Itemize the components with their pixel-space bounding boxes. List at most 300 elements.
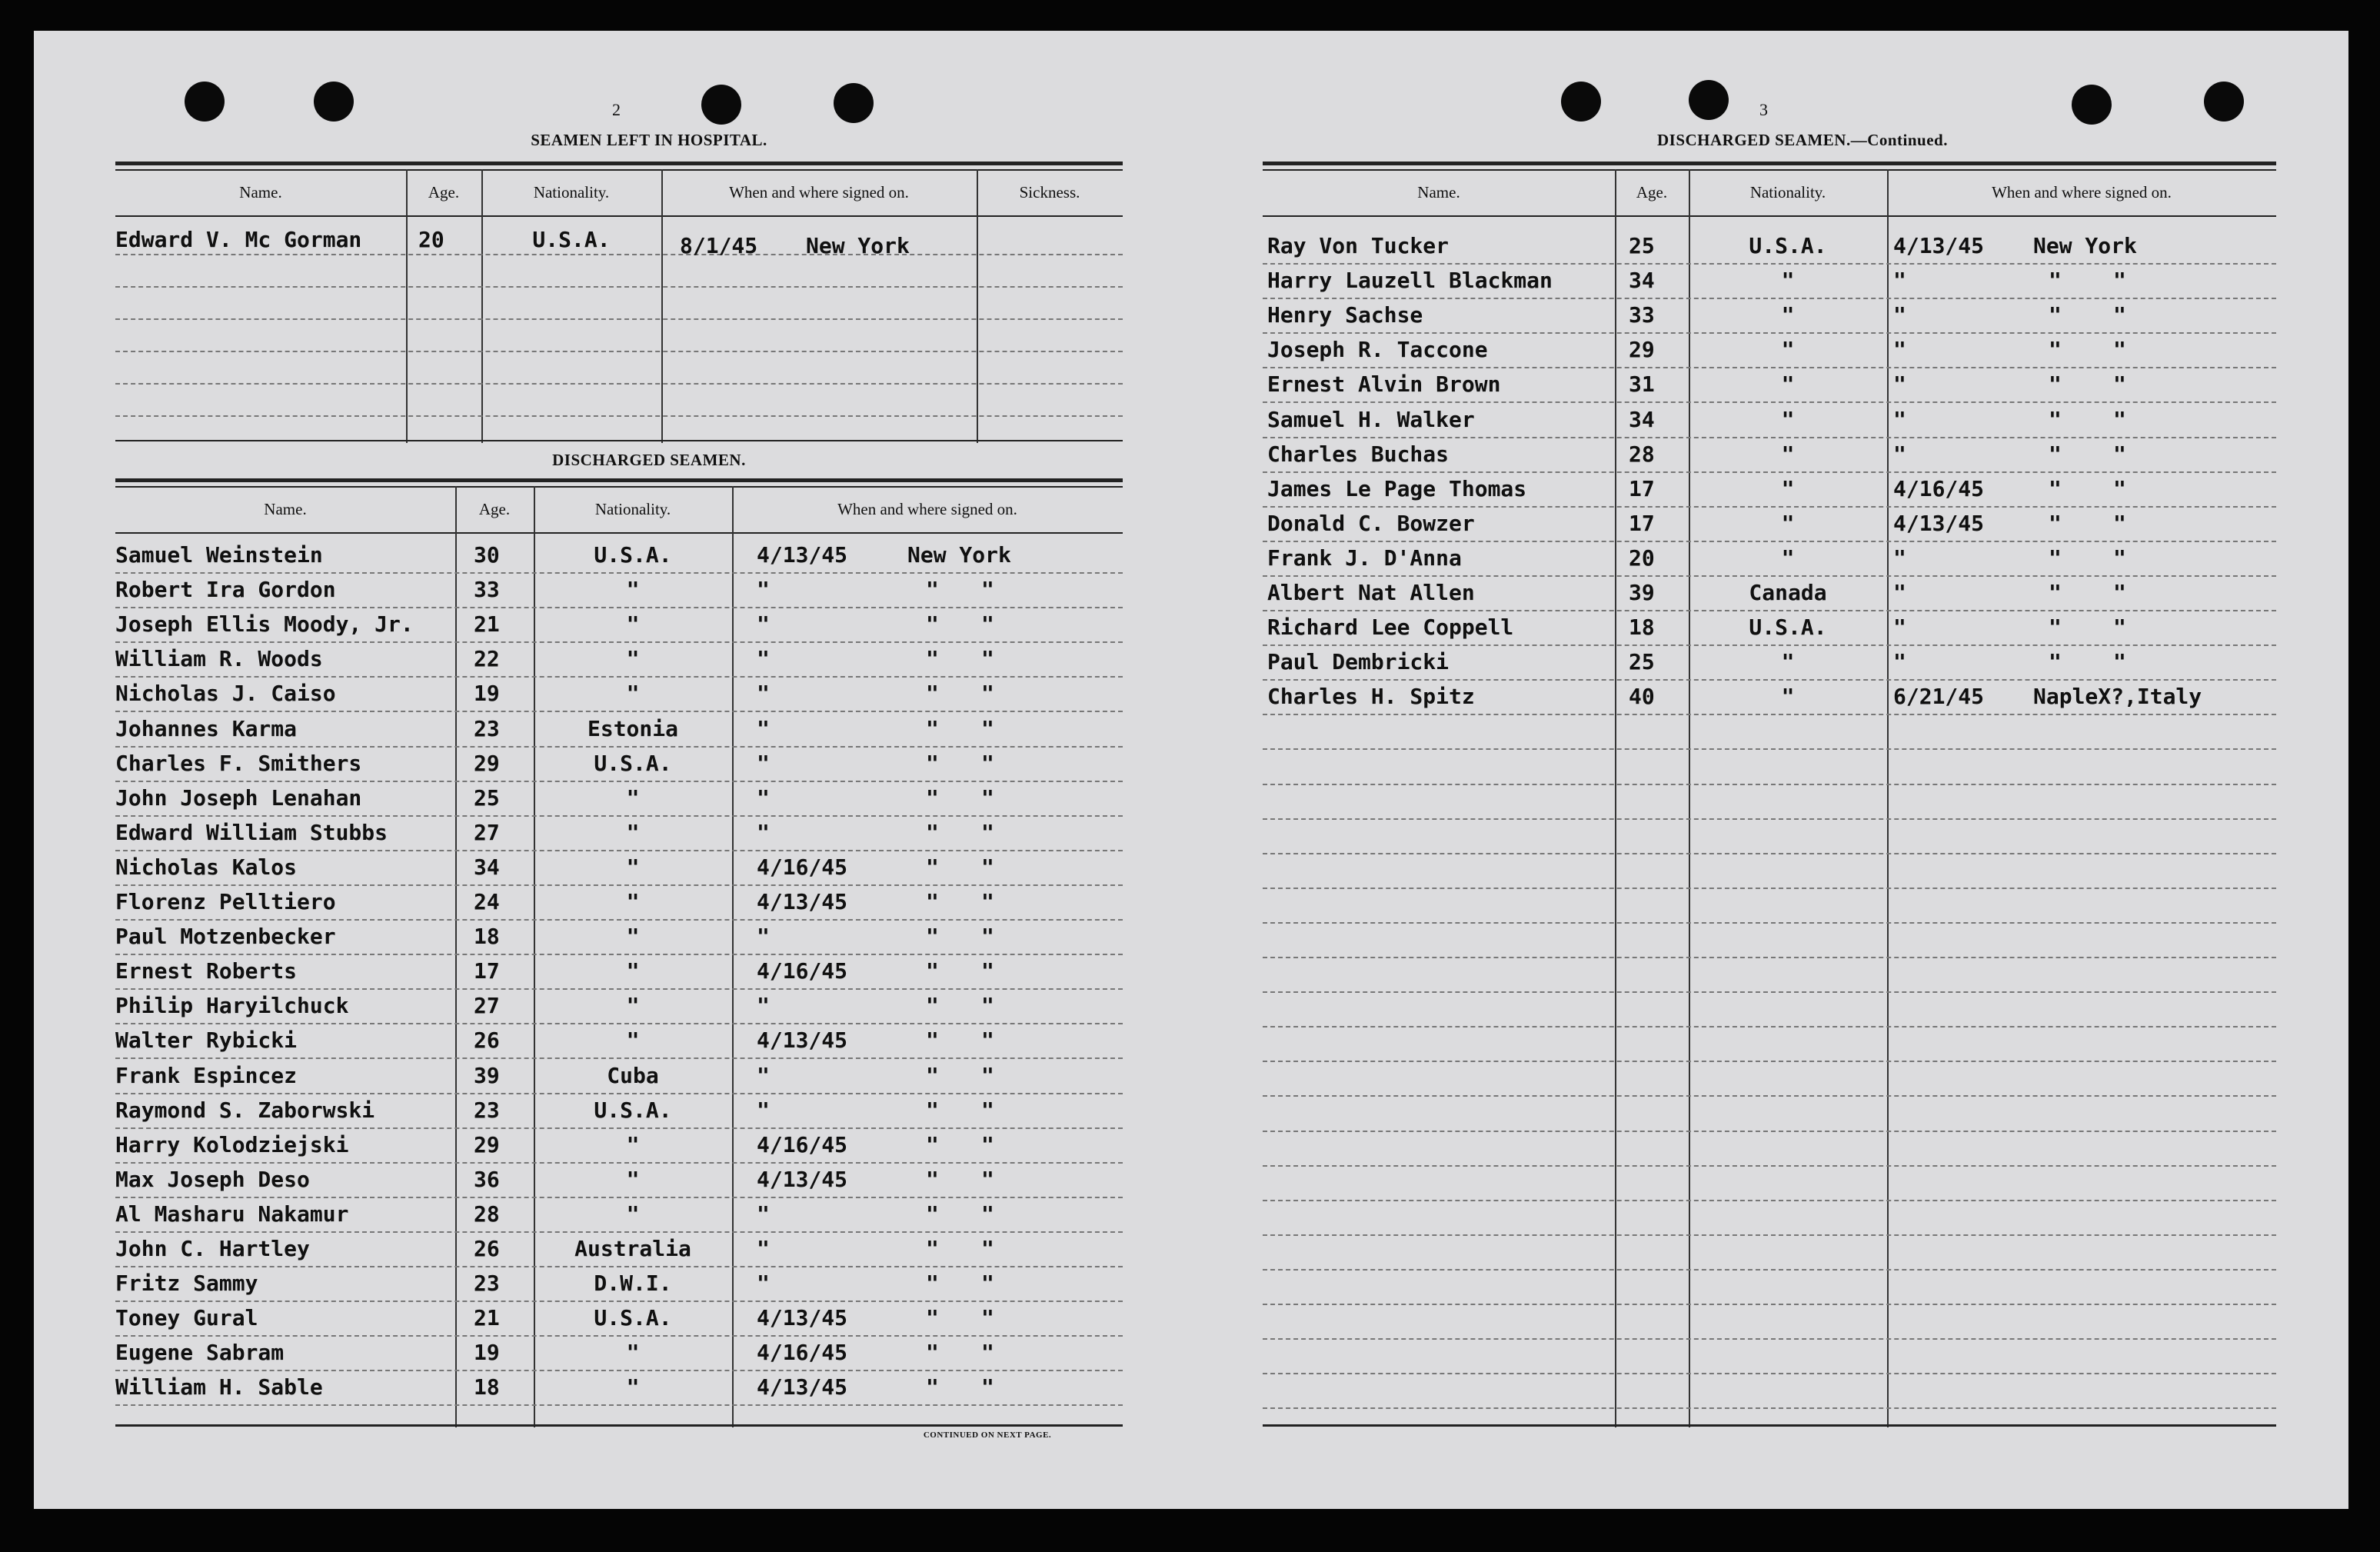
row-line [1263, 471, 2276, 473]
row-nationality: " [626, 1340, 640, 1365]
row-place: " [981, 820, 994, 845]
row-date: 4/16/45 [757, 854, 848, 880]
row-name: Max Joseph Deso [115, 1167, 310, 1192]
row-nationality: D.W.I. [594, 1271, 672, 1296]
row-nationality: " [626, 785, 640, 811]
column-rule [977, 169, 978, 443]
column-rule [732, 486, 734, 1427]
row-date: " [757, 577, 770, 602]
row-date: 4/13/45 [1893, 233, 1985, 258]
row-date: 4/13/45 [757, 1167, 848, 1192]
row-place: " [2049, 371, 2062, 397]
row-date: 6/21/45 [1893, 684, 1985, 709]
row-date: " [1893, 441, 1906, 467]
row-nationality: " [626, 611, 640, 637]
row-place: " [926, 577, 939, 602]
punch-hole [1689, 80, 1729, 120]
row-line [115, 1301, 1123, 1302]
row-line [115, 1404, 1123, 1406]
row-age: 25 [1629, 649, 1655, 674]
row-name: Toney Gural [115, 1305, 258, 1331]
row-nationality: Cuba [607, 1063, 659, 1088]
row-line [1263, 1407, 2276, 1409]
row-line [115, 954, 1123, 955]
row-line [1263, 818, 2276, 820]
row-name: Samuel Weinstein [115, 542, 323, 568]
row-age: 27 [474, 820, 500, 845]
row-name: Florenz Pelltiero [115, 889, 336, 914]
row-age: 39 [1629, 580, 1655, 605]
row-name: Fritz Sammy [115, 1271, 258, 1296]
row-place: " [2049, 441, 2062, 467]
row-name: William R. Woods [115, 646, 323, 671]
row-line [1263, 1131, 2276, 1132]
table-rule [115, 169, 1123, 171]
table-rule [115, 532, 1123, 534]
row-date: " [757, 1236, 770, 1261]
row-place: " [926, 958, 939, 984]
row-line [115, 572, 1123, 574]
row-line [1263, 437, 2276, 438]
row-date: " [757, 924, 770, 949]
column-rule [406, 169, 408, 443]
row-place: " [926, 785, 939, 811]
row-date: 4/13/45 [757, 1027, 848, 1053]
row-place: " [981, 681, 994, 706]
row-place: " [981, 751, 994, 776]
row-place: " [981, 1097, 994, 1123]
row-nationality: " [1781, 684, 1795, 709]
row-line [1263, 575, 2276, 577]
row-line [1263, 401, 2276, 403]
row-place: " [981, 1132, 994, 1157]
row-date: " [1893, 337, 1906, 362]
column-header: Name. [1417, 183, 1460, 201]
row-name: Eugene Sabram [115, 1340, 285, 1365]
row-age: 22 [474, 646, 500, 671]
row-line [1263, 263, 2276, 265]
row-line [115, 781, 1123, 782]
row-place: " [2113, 649, 2126, 674]
row-age: 28 [1629, 441, 1655, 467]
row-place: " [926, 751, 939, 776]
row-nationality: U.S.A. [594, 751, 672, 776]
table-rule [115, 440, 1123, 441]
row-age: 28 [474, 1201, 500, 1227]
row-name: Ernest Alvin Brown [1267, 371, 1501, 397]
row-place: " [2049, 580, 2062, 605]
column-rule [1615, 169, 1616, 1427]
row-name: Philip Haryilchuck [115, 993, 349, 1018]
row-name: Ray Von Tucker [1267, 233, 1450, 258]
row-line [115, 711, 1123, 712]
table-rule [1263, 215, 2276, 217]
row-line [115, 919, 1123, 921]
column-header: Nationality. [594, 500, 671, 518]
row-line [115, 1093, 1123, 1094]
row-nationality: " [626, 1374, 640, 1400]
row-date: " [757, 785, 770, 811]
row-line [1263, 957, 2276, 958]
punch-hole [1561, 82, 1601, 122]
row-name: Harry Kolodziejski [115, 1132, 349, 1157]
row-date: 8/1/45 [680, 233, 758, 258]
column-header: Sickness. [1019, 183, 1080, 201]
row-name: Harry Lauzell Blackman [1267, 268, 1553, 293]
row-age: 29 [474, 1132, 500, 1157]
row-nationality: Canada [1749, 580, 1827, 605]
column-header: Age. [428, 183, 460, 201]
row-line [1263, 853, 2276, 854]
continued-note: CONTINUED ON NEXT PAGE. [923, 1430, 1052, 1440]
row-name: Frank J. D'Anna [1267, 545, 1462, 571]
column-header: Name. [239, 183, 282, 201]
row-name: John Joseph Lenahan [115, 785, 362, 811]
row-name: Richard Lee Coppell [1267, 614, 1514, 640]
row-date: " [1893, 371, 1906, 397]
row-line [1263, 991, 2276, 993]
row-place: " [981, 577, 994, 602]
row-nationality: U.S.A. [1749, 233, 1827, 258]
row-place: " [926, 1374, 939, 1400]
row-name: Ernest Roberts [115, 958, 298, 984]
row-line [1263, 506, 2276, 508]
row-place: " [2049, 337, 2062, 362]
row-line [115, 1370, 1123, 1371]
row-line [1263, 1269, 2276, 1271]
row-line [115, 383, 1123, 385]
row-age: 18 [474, 924, 500, 949]
row-place: " [2049, 407, 2062, 432]
row-age: 26 [474, 1236, 500, 1261]
row-line [1263, 1200, 2276, 1201]
punch-hole [701, 85, 741, 125]
row-place: " [926, 1167, 939, 1192]
row-age: 17 [1629, 511, 1655, 536]
column-header: When and where signed on. [729, 183, 909, 201]
punch-hole [2072, 85, 2112, 125]
row-line [1263, 644, 2276, 646]
row-place: " [2049, 302, 2062, 328]
row-name: Johannes Karma [115, 716, 298, 741]
row-age: 30 [474, 542, 500, 568]
column-rule [481, 169, 483, 443]
row-nationality: " [626, 820, 640, 845]
row-name: Charles Buchas [1267, 441, 1450, 467]
row-place: " [926, 1201, 939, 1227]
row-place: " [2049, 614, 2062, 640]
row-age: 23 [474, 1271, 500, 1296]
row-line [1263, 1165, 2276, 1167]
row-name: Nicholas J. Caiso [115, 681, 336, 706]
row-age: 21 [474, 1305, 500, 1331]
row-date: " [1893, 545, 1906, 571]
row-place: New York [806, 233, 910, 258]
column-rule [661, 169, 663, 443]
row-date: " [757, 611, 770, 637]
row-age: 19 [474, 1340, 500, 1365]
row-date: " [1893, 649, 1906, 674]
row-line [1263, 714, 2276, 715]
row-date: " [1893, 302, 1906, 328]
row-name: Edward V. Mc Gorman [115, 227, 362, 252]
right-page-number: 3 [1759, 100, 1768, 119]
row-line [1263, 367, 2276, 368]
column-header: Name. [264, 500, 307, 518]
row-name: Henry Sachse [1267, 302, 1423, 328]
column-header: Nationality. [533, 183, 610, 201]
row-nationality: " [626, 646, 640, 671]
row-place: " [2113, 407, 2126, 432]
column-header: When and where signed on. [1992, 183, 2172, 201]
row-nationality: " [626, 958, 640, 984]
table-rule [1263, 169, 2276, 171]
row-line [1263, 748, 2276, 750]
row-place: " [2113, 337, 2126, 362]
row-age: 25 [1629, 233, 1655, 258]
row-date: " [1893, 407, 1906, 432]
row-line [115, 351, 1123, 352]
row-nationality: U.S.A. [594, 542, 672, 568]
row-date: 4/13/45 [757, 1374, 848, 1400]
row-name: Paul Dembricki [1267, 649, 1450, 674]
row-line [115, 1162, 1123, 1164]
row-nationality: " [1781, 441, 1795, 467]
row-place: " [926, 1340, 939, 1365]
row-line [1263, 1095, 2276, 1097]
row-date: 4/16/45 [757, 958, 848, 984]
row-date: 4/16/45 [1893, 476, 1985, 501]
row-place: " [2113, 371, 2126, 397]
row-place: " [981, 889, 994, 914]
row-place: " [926, 646, 939, 671]
row-age: 40 [1629, 684, 1655, 709]
row-age: 23 [474, 1097, 500, 1123]
column-rule [1887, 169, 1889, 1427]
row-line [115, 318, 1123, 320]
row-nationality: " [1781, 511, 1795, 536]
row-age: 29 [474, 751, 500, 776]
row-place: " [926, 993, 939, 1018]
row-place: " [981, 611, 994, 637]
row-place: " [981, 1027, 994, 1053]
row-nationality: " [1781, 302, 1795, 328]
row-place: " [981, 1167, 994, 1192]
row-line [1263, 679, 2276, 681]
row-name: Charles F. Smithers [115, 751, 362, 776]
row-date: " [757, 1271, 770, 1296]
row-place: " [926, 1271, 939, 1296]
row-line [1263, 784, 2276, 785]
table-rule [115, 478, 1123, 482]
row-line [1263, 922, 2276, 924]
row-line [1263, 1338, 2276, 1340]
row-nationality: " [626, 924, 640, 949]
row-nationality: " [626, 681, 640, 706]
row-date: " [1893, 580, 1906, 605]
punch-hole [185, 82, 225, 122]
row-age: 23 [474, 716, 500, 741]
row-line [115, 884, 1123, 886]
row-nationality: U.S.A. [1749, 614, 1827, 640]
row-age: 26 [474, 1027, 500, 1053]
row-line [1263, 332, 2276, 334]
row-age: 33 [474, 577, 500, 602]
row-age: 20 [1629, 545, 1655, 571]
row-date: " [757, 820, 770, 845]
row-line [1263, 888, 2276, 889]
row-place: New York [2033, 233, 2137, 258]
row-place: " [981, 924, 994, 949]
row-date: " [757, 646, 770, 671]
row-nationality: " [1781, 407, 1795, 432]
row-line [115, 1057, 1123, 1059]
row-nationality: " [1781, 337, 1795, 362]
row-line [115, 1127, 1123, 1129]
left-page-number: 2 [612, 100, 621, 119]
row-nationality: " [626, 854, 640, 880]
row-age: 18 [1629, 614, 1655, 640]
row-place: " [981, 646, 994, 671]
row-date: " [757, 751, 770, 776]
row-age: 17 [474, 958, 500, 984]
row-place: " [981, 958, 994, 984]
row-age: 34 [1629, 268, 1655, 293]
row-nationality: " [626, 577, 640, 602]
row-line [115, 815, 1123, 817]
row-line [1263, 1373, 2276, 1374]
row-place: " [981, 1374, 994, 1400]
row-nationality: " [626, 993, 640, 1018]
row-age: 17 [1629, 476, 1655, 501]
row-line [115, 1197, 1123, 1198]
table-rule [115, 486, 1123, 488]
row-place: " [926, 1027, 939, 1053]
row-age: 29 [1629, 337, 1655, 362]
row-line [1263, 610, 2276, 611]
row-place: " [2113, 302, 2126, 328]
punch-hole [314, 82, 354, 122]
row-name: Raymond S. Zaborwski [115, 1097, 375, 1123]
row-name: Joseph R. Taccone [1267, 337, 1488, 362]
row-date: 4/16/45 [757, 1132, 848, 1157]
row-place: " [926, 924, 939, 949]
row-age: 27 [474, 993, 500, 1018]
column-header: Nationality. [1749, 183, 1826, 201]
row-line [1263, 1234, 2276, 1236]
row-place: " [981, 1305, 994, 1331]
row-name: James Le Page Thomas [1267, 476, 1527, 501]
row-place: " [981, 785, 994, 811]
row-nationality: " [626, 889, 640, 914]
row-age: 31 [1629, 371, 1655, 397]
row-nationality: " [1781, 371, 1795, 397]
row-line [1263, 541, 2276, 542]
row-line [115, 1023, 1123, 1024]
row-date: " [757, 993, 770, 1018]
row-age: 34 [1629, 407, 1655, 432]
row-age: 36 [474, 1167, 500, 1192]
row-age: 18 [474, 1374, 500, 1400]
column-rule [455, 486, 457, 1427]
row-place: " [926, 889, 939, 914]
column-header: Age. [478, 500, 511, 518]
row-place: " [981, 716, 994, 741]
column-header: Age. [1636, 183, 1668, 201]
row-age: 33 [1629, 302, 1655, 328]
row-place: " [981, 854, 994, 880]
row-nationality: Estonia [587, 716, 678, 741]
row-nationality: " [1781, 649, 1795, 674]
row-line [115, 746, 1123, 748]
row-nationality: " [626, 1201, 640, 1227]
row-date: 4/13/45 [757, 542, 848, 568]
row-line [115, 286, 1123, 288]
row-place: " [926, 1063, 939, 1088]
row-nationality: U.S.A. [594, 1305, 672, 1331]
row-date: " [1893, 614, 1906, 640]
row-nationality: " [1781, 476, 1795, 501]
row-nationality: " [626, 1132, 640, 1157]
row-name: Frank Espincez [115, 1063, 298, 1088]
row-date: " [757, 1201, 770, 1227]
row-place: " [2113, 580, 2126, 605]
row-date: " [757, 1063, 770, 1088]
row-name: Edward William Stubbs [115, 820, 388, 845]
row-place: " [2113, 545, 2126, 571]
row-line [115, 254, 1123, 255]
row-name: Joseph Ellis Moody, Jr. [115, 611, 414, 637]
row-date: " [757, 681, 770, 706]
row-age: 25 [474, 785, 500, 811]
row-place: " [981, 1340, 994, 1365]
table-rule [115, 215, 1123, 217]
row-line [1263, 1026, 2276, 1027]
row-nationality: U.S.A. [532, 227, 611, 252]
row-place: " [926, 681, 939, 706]
row-age: 39 [474, 1063, 500, 1088]
row-line [1263, 1304, 2276, 1305]
row-line [115, 988, 1123, 990]
row-line [115, 850, 1123, 851]
row-place: " [926, 1132, 939, 1157]
row-place: " [2049, 511, 2062, 536]
row-place: " [926, 1305, 939, 1331]
row-name: Robert Ira Gordon [115, 577, 336, 602]
document-paper [34, 31, 2348, 1509]
table-rule [115, 1424, 1123, 1427]
row-date: 4/13/45 [757, 889, 848, 914]
row-name: Samuel H. Walker [1267, 407, 1475, 432]
row-place: " [2113, 268, 2126, 293]
row-line [115, 1335, 1123, 1337]
row-age: 34 [474, 854, 500, 880]
row-nationality: Australia [574, 1236, 691, 1261]
row-place: " [981, 1236, 994, 1261]
row-nationality: U.S.A. [594, 1097, 672, 1123]
discharged-section-title: DISCHARGED SEAMEN. [552, 451, 746, 469]
row-line [115, 1266, 1123, 1267]
row-place: " [981, 993, 994, 1018]
row-nationality: " [1781, 268, 1795, 293]
row-place: " [926, 854, 939, 880]
row-age: 24 [474, 889, 500, 914]
row-place: " [2049, 476, 2062, 501]
table-rule [115, 162, 1123, 165]
row-name: William H. Sable [115, 1374, 323, 1400]
row-name: Charles H. Spitz [1267, 684, 1475, 709]
row-place: " [981, 1063, 994, 1088]
